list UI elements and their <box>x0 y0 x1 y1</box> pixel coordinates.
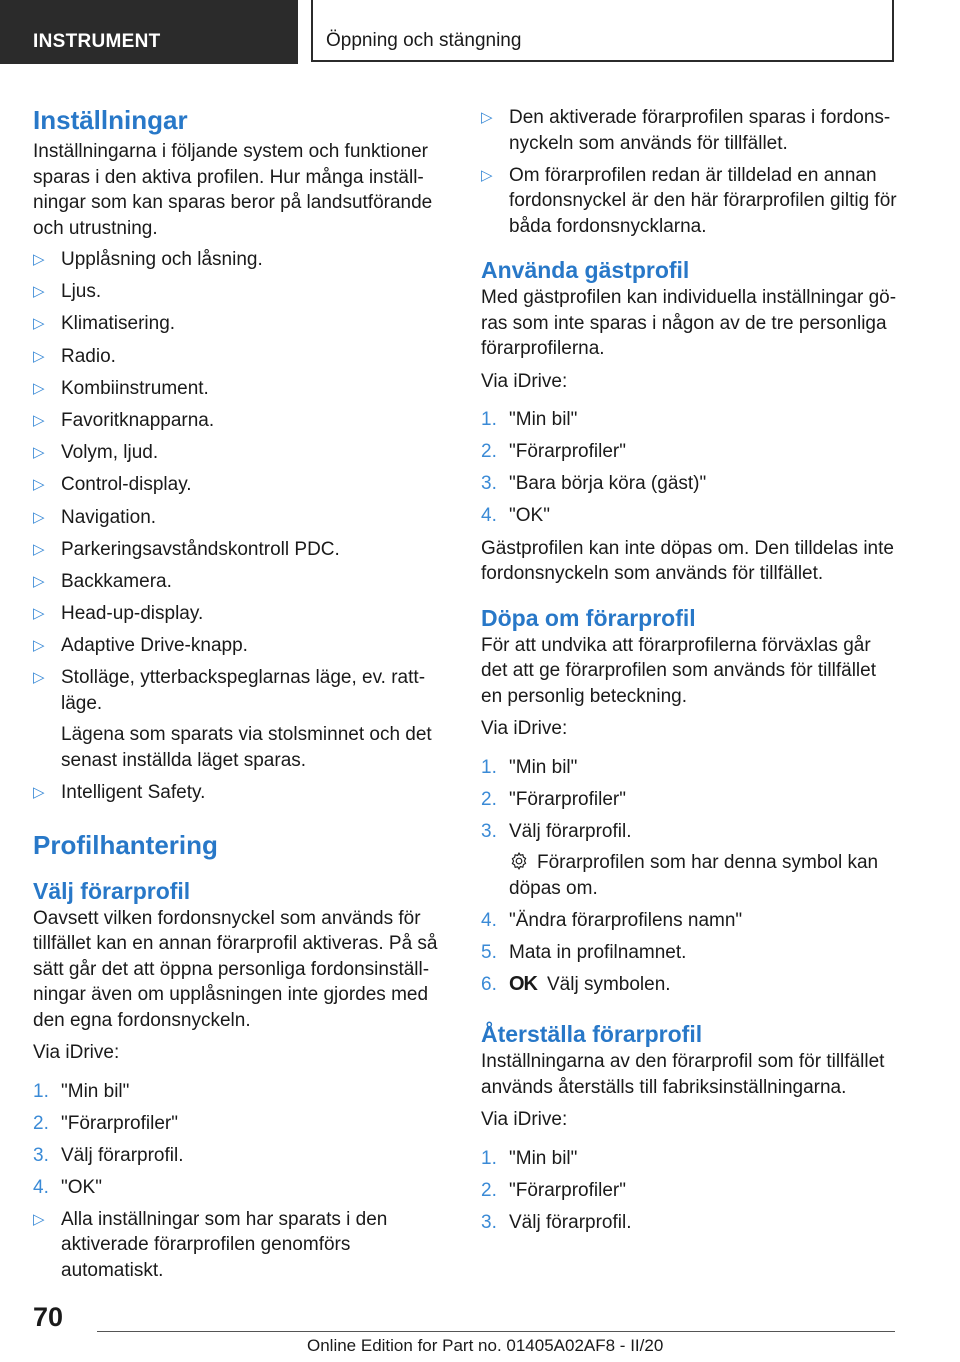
heading-installningar: Inställningar <box>33 105 188 135</box>
list-item: 1. "Min bil" <box>481 409 578 430</box>
left-column <box>33 103 443 1283</box>
triangle-bullet-icon: ▷ <box>33 283 45 301</box>
list-item: 5. Mata in profilnamnet. <box>481 941 687 963</box>
list-item-note: Lägena som sparats via stolsminnet och det senast inställda läget sparas. <box>61 724 432 771</box>
list-item: 6. OK Välj symbolen. <box>481 972 901 998</box>
list-item: ▷ Upplåsning och låsning. <box>33 247 443 273</box>
triangle-bullet-icon: ▷ <box>33 315 45 333</box>
paragraph-gast-outro: Gästprofilen kan inte döpas om. Den tilldelas inte fordonsnyckeln som används för tillfället. <box>481 537 894 584</box>
list-item: 3. "Bara börja köra (gäst)" <box>481 473 707 494</box>
list-item: 1. "Min bil" <box>481 1147 578 1169</box>
list-item: ▷ Radio. <box>33 344 443 370</box>
list-item: 1. "Min bil" <box>33 1080 130 1102</box>
list-item: 4. "OK" <box>33 1176 102 1198</box>
heading-aterstalla-forarprofil: Återställa förarprofil <box>481 1021 703 1047</box>
triangle-bullet-icon: ▷ <box>33 605 45 623</box>
page-number: 70 <box>33 1302 64 1332</box>
list-item: ▷ Volym, ljud. <box>33 440 443 466</box>
triangle-bullet-icon: ▷ <box>33 444 45 462</box>
aterstalla-steps <box>481 1146 901 1236</box>
list-item: ▷ Parkeringsavståndskontroll PDC. <box>33 537 443 563</box>
valj-steps <box>33 1079 443 1201</box>
list-item: ▷ Adaptive Drive-knapp. <box>33 633 443 659</box>
section-label: INSTRUMENT <box>33 31 161 52</box>
chapter-tab <box>311 0 894 62</box>
paragraph-valj-intro: Oavsett vilken fordonsnyckel som används för tillfället kan en annan förarprofil aktiveras. På så sätt går det att öppna personliga fordonsinställningar även om upplåsningen inte gjordes med den egna fordonsnyckeln. <box>33 907 438 1031</box>
triangle-bullet-icon: ▷ <box>33 637 45 655</box>
triangle-bullet-icon: ▷ <box>33 572 45 590</box>
valj-bullets <box>33 1207 443 1284</box>
list-item: 4. "OK" <box>481 505 550 526</box>
paragraph-gast-intro: Med gästprofilen kan individuella inställningar göras som inte sparas i någon av de tre personliga förarprofilerna. <box>481 287 897 359</box>
triangle-bullet-icon: ▷ <box>33 411 45 429</box>
heading-profilhantering: Profilhantering <box>33 829 218 860</box>
list-item: 1. "Min bil" <box>481 756 578 778</box>
paragraph-installningar-intro: Inställningarna i följande system och funktioner sparas i den aktiva profilen. Hur många inställningar som kan sparas beror på landsutförande och utrustning. <box>33 141 433 239</box>
list-item: ▷ Stolläge, ytterbackspeglarnas läge, ev. rattläge. Lägena som sparats via stolsminnet och det senast inställda läget sparas. <box>33 665 443 773</box>
triangle-bullet-icon: ▷ <box>33 784 45 802</box>
list-item: 3. Välj förarprofil. Förarprofilen som har denna symbol kan döpas om. <box>481 819 901 902</box>
triangle-bullet-icon: ▷ <box>481 166 493 184</box>
via-idrive-label: Via iDrive: <box>481 1109 568 1130</box>
list-item: ▷ Favoritknapparna. <box>33 408 443 434</box>
triangle-bullet-icon: ▷ <box>33 508 45 526</box>
footer-edition: Online Edition for Part no. 01405A02AF8 - II/20 <box>307 1336 664 1355</box>
list-item: ▷ Klimatisering. <box>33 311 443 337</box>
list-item: ▷ Control-display. <box>33 472 443 498</box>
list-item: ▷ Kombiinstrument. <box>33 376 443 402</box>
list-item: ▷ Backkamera. <box>33 569 443 595</box>
via-idrive-label: Via iDrive: <box>481 370 568 392</box>
triangle-bullet-icon: ▷ <box>33 347 45 365</box>
list-item: 4. "Ändra förarprofilens namn" <box>481 909 743 931</box>
triangle-bullet-icon: ▷ <box>33 379 45 397</box>
gear-icon <box>509 851 529 871</box>
list-item: 3. Välj förarprofil. <box>481 1211 632 1233</box>
list-item: 2. "Förarprofiler" <box>481 441 626 462</box>
triangle-bullet-icon: ▷ <box>33 1210 45 1228</box>
list-item: 2. "Förarprofiler" <box>33 1112 178 1134</box>
footer-divider <box>97 1331 895 1332</box>
triangle-bullet-icon: ▷ <box>33 669 45 687</box>
right-column <box>481 103 901 1235</box>
triangle-bullet-icon: ▷ <box>481 109 493 126</box>
list-item: 2. "Förarprofiler" <box>481 1179 626 1201</box>
list-item: ▷ Den aktiverade förarprofilen sparas i fordonsnyckeln som används för tillfället. <box>481 107 891 154</box>
list-item: 3. Välj förarprofil. <box>33 1144 184 1166</box>
step-note: Förarprofilen som har denna symbol kan döpas om. <box>509 852 879 899</box>
right-top-bullets <box>481 105 901 239</box>
list-item: ▷ Ljus. <box>33 279 443 305</box>
dopa-steps <box>481 755 901 998</box>
heading-dopa-om-forarprofil: Döpa om förarprofil <box>481 604 696 631</box>
section-tab <box>0 0 298 64</box>
list-item: ▷ Navigation. <box>33 505 443 531</box>
chapter-label: Öppning och stängning <box>326 30 522 51</box>
paragraph-dopa-intro: För att undvika att förarprofilerna förväxlas går det att ge förarprofilen som används för tillfället en personlig beteckning. <box>481 634 876 707</box>
list-item: ▷ Head-up-display. <box>33 601 443 627</box>
list-item: ▷ Intelligent Safety. <box>33 780 443 806</box>
paragraph-aterstalla-intro: Inställningarna av den förarprofil som för tillfället används återställs till fabriksinställningarna. <box>481 1051 885 1098</box>
list-item: ▷ Om förarprofilen redan är tilldelad en annan fordonsnyckel är den här förarprofilen giltig för båda fordonsnycklarna. <box>481 164 897 237</box>
heading-anvanda-gastprofil: Använda gästprofil <box>481 257 690 283</box>
triangle-bullet-icon: ▷ <box>33 251 45 268</box>
settings-list <box>33 247 443 806</box>
list-item: 2. "Förarprofiler" <box>481 788 626 810</box>
via-idrive-label: Via iDrive: <box>481 718 568 739</box>
gast-steps <box>481 407 901 529</box>
list-item: ▷ Alla inställningar som har sparats i den aktiverade förarprofilen genomförs automatiskt. <box>33 1208 388 1281</box>
triangle-bullet-icon: ▷ <box>33 476 45 494</box>
via-idrive-label: Via iDrive: <box>33 1042 120 1064</box>
triangle-bullet-icon: ▷ <box>33 540 45 558</box>
heading-valj-forarprofil: Välj förarprofil <box>33 877 191 904</box>
ok-icon: OK <box>509 972 537 995</box>
